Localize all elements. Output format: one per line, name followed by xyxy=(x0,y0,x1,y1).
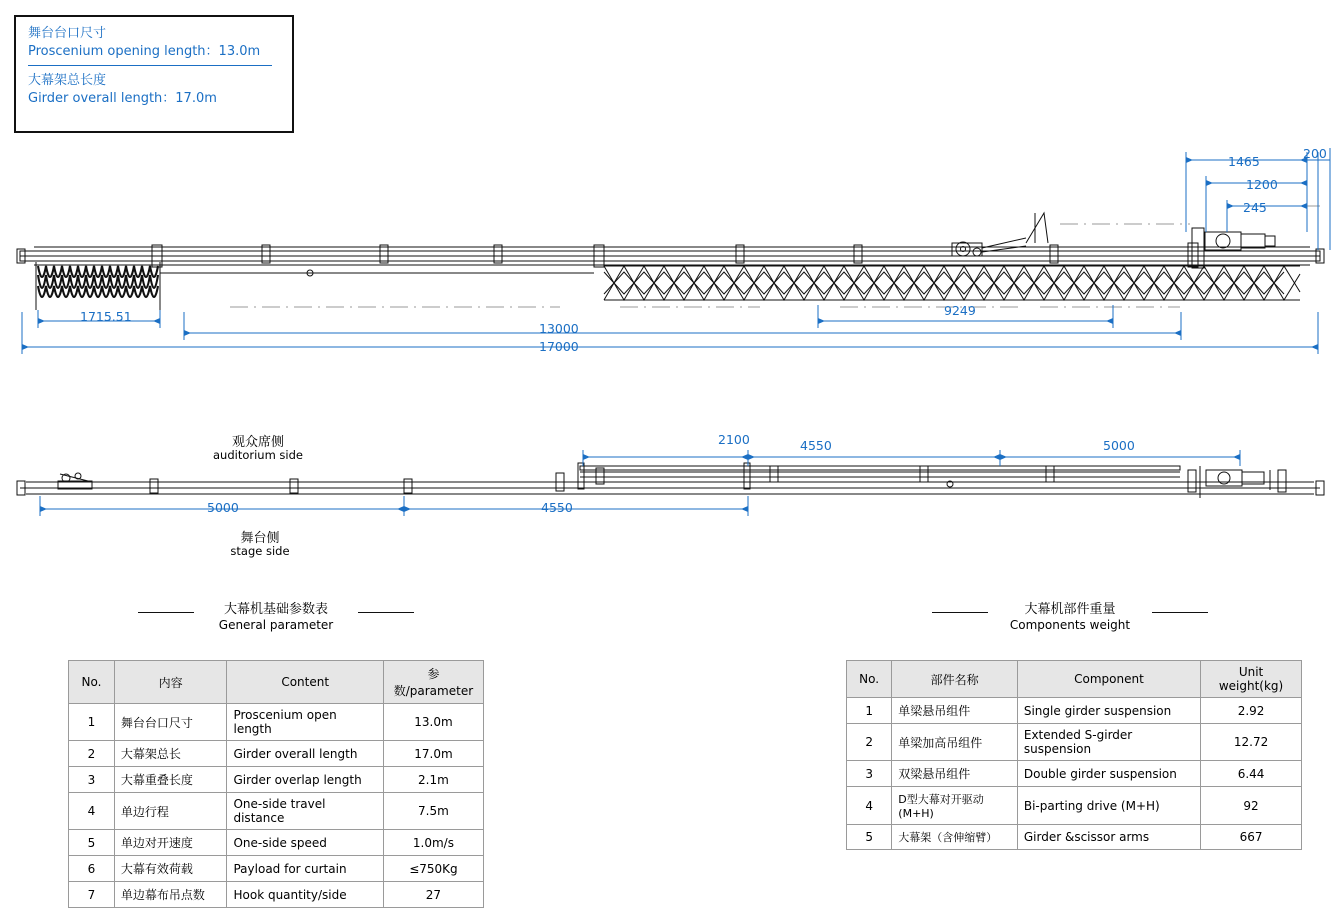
cw-r4-en: Bi-parting drive (M+H) xyxy=(1017,787,1200,825)
gp-r5-cn: 单边对开速度 xyxy=(114,830,227,856)
table-row xyxy=(69,856,484,882)
dimension-4550-upper: 4550 xyxy=(800,438,832,453)
gp-r7-en: Hook quantity/side xyxy=(227,882,383,908)
table-row xyxy=(69,741,484,767)
cw-r5-no: 5 xyxy=(847,825,892,850)
dimension-5000-lower: 5000 xyxy=(207,500,239,515)
gp-r6-no: 6 xyxy=(69,856,115,882)
table-row xyxy=(69,882,484,908)
table-row xyxy=(847,787,1302,825)
cw-r2-cn: 单梁加高吊组件 xyxy=(892,724,1018,761)
dimension-17000: 17000 xyxy=(539,339,579,354)
stage-side-label-cn: 舞台侧 xyxy=(240,531,280,546)
gp-r2-no: 2 xyxy=(69,741,115,767)
gp-r1-no: 1 xyxy=(69,704,115,741)
table-header-row xyxy=(847,661,1302,698)
table-row xyxy=(69,793,484,830)
gp-r7-value: 27 xyxy=(383,882,483,908)
gp-r1-cn: 舞台台口尺寸 xyxy=(114,704,227,741)
cw-header-no: No. xyxy=(847,661,892,698)
cw-r1-en: Single girder suspension xyxy=(1017,698,1200,724)
cw-r4-no: 4 xyxy=(847,787,892,825)
gp-r6-en: Payload for curtain xyxy=(227,856,383,882)
table-row xyxy=(847,825,1302,850)
cw-r5-cn: 大幕架（含伸缩臂） xyxy=(892,825,1018,850)
dimension-5000-upper: 5000 xyxy=(1103,438,1135,453)
dimension-245: 245 xyxy=(1243,200,1267,215)
general-parameter-title-en: General parameter xyxy=(218,618,334,632)
cw-r2-en: Extended S-girder suspension xyxy=(1017,724,1200,761)
cw-r2-no: 2 xyxy=(847,724,892,761)
cw-header-unit-weight: Unit weight(kg) xyxy=(1201,661,1302,698)
gp-r7-cn: 单边幕布吊点数 xyxy=(114,882,227,908)
cw-r5-weight: 667 xyxy=(1201,825,1302,850)
gp-r7-no: 7 xyxy=(69,882,115,908)
dimension-200: 200 xyxy=(1303,146,1327,161)
cw-header-component-en: Component xyxy=(1017,661,1200,698)
gp-r2-value: 17.0m xyxy=(383,741,483,767)
general-title-rule-left xyxy=(138,612,194,613)
dimension-1715-51: 1715.51 xyxy=(80,309,132,324)
general-parameter-title xyxy=(198,602,354,633)
auditorium-side-label-cn: 观众席侧 xyxy=(231,435,284,450)
gp-r2-cn: 大幕架总长 xyxy=(114,741,227,767)
table-header-row xyxy=(69,661,484,704)
info-proscenium-label-cn: 舞台台口尺寸 xyxy=(28,26,107,41)
gp-r1-en: Proscenium open length xyxy=(227,704,383,741)
info-girder-label-en: Girder overall length：17.0m xyxy=(28,91,217,106)
gp-r1-value: 13.0m xyxy=(383,704,483,741)
cw-r1-cn: 单梁悬吊组件 xyxy=(892,698,1018,724)
table-row xyxy=(847,698,1302,724)
table-row xyxy=(847,761,1302,787)
general-title-rule-right xyxy=(358,612,414,613)
gp-r2-en: Girder overall length xyxy=(227,741,383,767)
gp-r3-no: 3 xyxy=(69,767,115,793)
gp-r6-cn: 大幕有效荷载 xyxy=(114,856,227,882)
gp-r4-no: 4 xyxy=(69,793,115,830)
gp-r4-value: 7.5m xyxy=(383,793,483,830)
gp-header-content-cn: 内容 xyxy=(114,661,227,704)
components-weight-table xyxy=(846,660,1302,850)
gp-r3-value: 2.1m xyxy=(383,767,483,793)
gp-header-parameter: 参数/parameter xyxy=(383,661,483,704)
table-row xyxy=(69,704,484,741)
gp-r5-no: 5 xyxy=(69,830,115,856)
general-parameter-title-cn: 大幕机基础参数表 xyxy=(223,602,328,617)
dimension-1200: 1200 xyxy=(1246,177,1278,192)
cw-header-component-cn: 部件名称 xyxy=(892,661,1018,698)
dimension-13000: 13000 xyxy=(539,321,579,336)
gp-r3-en: Girder overlap length xyxy=(227,767,383,793)
gp-r3-cn: 大幕重叠长度 xyxy=(114,767,227,793)
cw-r3-weight: 6.44 xyxy=(1201,761,1302,787)
gp-r4-en: One-side travel distance xyxy=(227,793,383,830)
table-row xyxy=(847,724,1302,761)
info-divider xyxy=(28,65,272,66)
components-weight-title xyxy=(992,602,1148,633)
info-proscenium-label-en: Proscenium opening length：13.0m xyxy=(28,44,261,59)
cw-r1-no: 1 xyxy=(847,698,892,724)
dimension-9249: 9249 xyxy=(944,303,976,318)
info-girder-label-cn: 大幕架总长度 xyxy=(28,73,107,88)
components-title-rule-left xyxy=(932,612,988,613)
components-weight-title-en: Components weight xyxy=(1009,618,1131,632)
gp-header-content-en: Content xyxy=(227,661,383,704)
dimension-2100: 2100 xyxy=(718,432,750,447)
auditorium-side-label-en: auditorium side xyxy=(212,448,303,462)
cw-r5-en: Girder &scissor arms xyxy=(1017,825,1200,850)
gp-r4-cn: 单边行程 xyxy=(114,793,227,830)
gp-r5-en: One-side speed xyxy=(227,830,383,856)
general-parameter-table xyxy=(68,660,484,908)
cw-r3-no: 3 xyxy=(847,761,892,787)
cw-r4-cn: D型大幕对开驱动(M+H) xyxy=(892,787,1018,825)
components-title-rule-right xyxy=(1152,612,1208,613)
gp-r5-value: 1.0m/s xyxy=(383,830,483,856)
stage-side-label-en: stage side xyxy=(230,544,290,558)
dimension-4550-lower: 4550 xyxy=(541,500,573,515)
table-row xyxy=(69,830,484,856)
info-box xyxy=(14,15,294,133)
cw-r4-weight: 92 xyxy=(1201,787,1302,825)
gp-r6-value: ≤750Kg xyxy=(383,856,483,882)
cw-r1-weight: 2.92 xyxy=(1201,698,1302,724)
dimension-1465: 1465 xyxy=(1228,154,1260,169)
components-weight-title-cn: 大幕机部件重量 xyxy=(1024,602,1116,617)
cw-r3-cn: 双梁悬吊组件 xyxy=(892,761,1018,787)
gp-header-no: No. xyxy=(69,661,115,704)
table-row xyxy=(69,767,484,793)
cw-r2-weight: 12.72 xyxy=(1201,724,1302,761)
cw-r3-en: Double girder suspension xyxy=(1017,761,1200,787)
